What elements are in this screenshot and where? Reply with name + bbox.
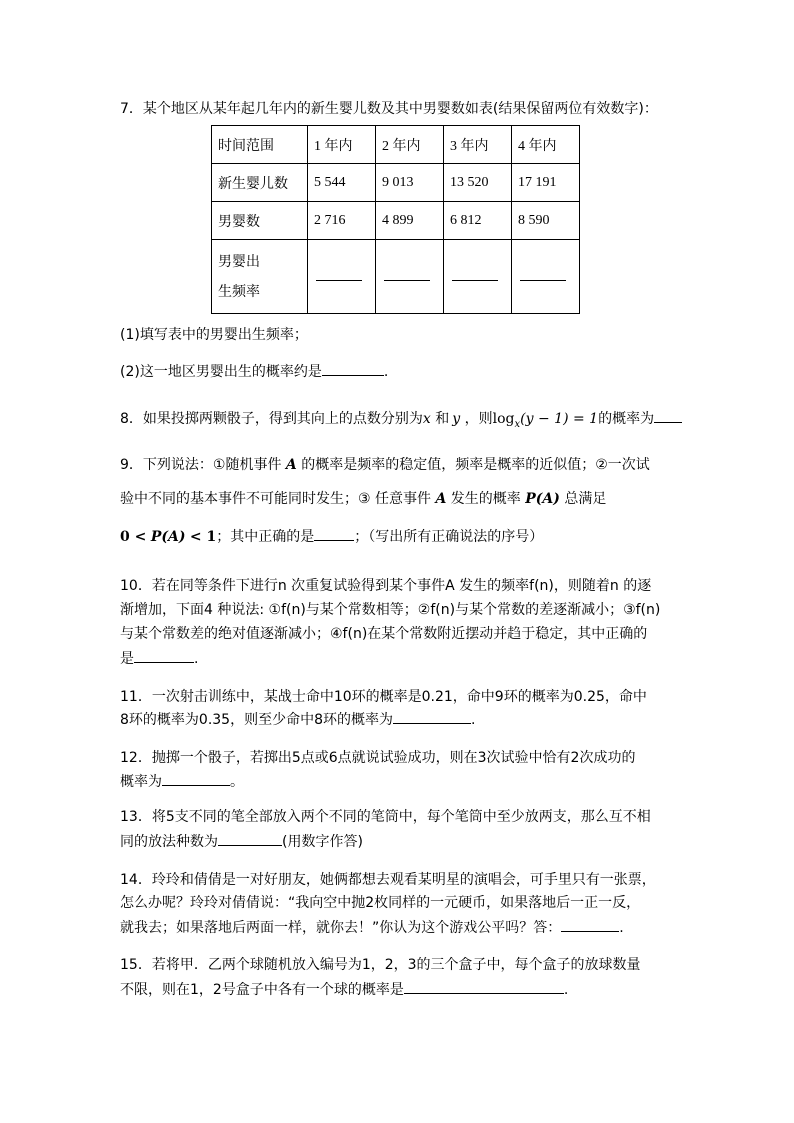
answer-blank[interactable]	[316, 280, 362, 281]
q15-line1	[120, 956, 641, 974]
table-header-cell: 时间范围	[212, 126, 308, 164]
q9-text: 9．下列说法：①随机事件	[120, 457, 282, 473]
table-header-cell: 3 年内	[444, 126, 512, 164]
table-cell: 8 590	[512, 202, 580, 240]
q14-line3	[120, 918, 624, 937]
answer-blank[interactable]	[452, 280, 498, 281]
q8-suffix: 的概率为	[598, 411, 655, 427]
q7-part2-text: (2)这一地区男婴出生的概率约是	[120, 364, 322, 380]
q8-mid: ，则	[464, 411, 493, 427]
q7-part1-text: (1)填写表中的男婴出生频率；	[120, 327, 308, 343]
prob-pa: P(A)	[525, 491, 560, 507]
q12-text: 。	[230, 774, 244, 790]
q10-text: 是	[120, 651, 134, 667]
table-row-label: 男婴数	[212, 202, 308, 240]
var-y: y	[452, 411, 461, 427]
log-base: x	[514, 418, 521, 430]
q14-text: 14．玲玲和倩倩是一对好朋友，她俩都想去观看某明星的演唱会，可手里只有一张票，	[120, 872, 656, 888]
table-header-row	[212, 126, 580, 164]
q8-text: 8．如果投掷两颗骰子，得到其向上的点数分别为	[120, 411, 423, 427]
answer-blank[interactable]	[654, 409, 682, 423]
answer-blank[interactable]	[218, 832, 282, 846]
table-cell: 13 520	[444, 164, 512, 202]
answer-blank[interactable]	[404, 980, 564, 994]
q9-text: 发生的概率	[450, 491, 521, 507]
var-x: x	[422, 411, 431, 427]
table-cell: 5 544	[308, 164, 376, 202]
q13-line2	[120, 832, 363, 851]
q12-line1	[120, 749, 635, 767]
answer-blank-cell[interactable]	[444, 240, 512, 314]
q9-ineq: < 1	[189, 529, 217, 545]
prob-pa: P(A)	[150, 529, 186, 545]
q14-text: 怎么办呢？玲玲对倩倩说：“我向空中抛2枚同样的一元硬币，如果落地后一正一反，	[120, 895, 641, 911]
q10-text: 与某个常数差的绝对值逐渐减小；④f(n)在某个常数附近摆动并趋于稳定，其中正确的	[120, 626, 648, 642]
q10-line3	[120, 625, 647, 643]
q9-text: ；其中正确的是	[216, 529, 315, 545]
q10-text: 渐增加，下面4 种说法: ①f(n)与某个常数相等；②f(n)与某个常数的差逐渐减小；③f(n)	[120, 602, 661, 618]
table-row	[212, 164, 580, 202]
q7-text: 7．某个地区从某年起几年内的新生婴儿数及其中男婴数如表(结果保留两位有效数字)：	[120, 101, 658, 117]
event-a: A	[285, 457, 297, 473]
q13-line1	[120, 808, 651, 826]
q15-text: .	[563, 982, 569, 998]
freq-label-line2: 生频率	[218, 283, 260, 300]
table-header-cell: 4 年内	[512, 126, 580, 164]
table-cell: 2 716	[308, 202, 376, 240]
q10-text: .	[194, 651, 199, 667]
answer-blank-cell[interactable]	[376, 240, 444, 314]
freq-label-line1: 男婴出	[218, 253, 260, 270]
q11-line2	[120, 710, 475, 729]
q12-text: 12．抛掷一个骰子，若掷出5点或6点就说试验成功，则在3次试验中恰有2次成功的	[120, 750, 636, 766]
q12-line2	[120, 772, 244, 791]
table-cell: 9 013	[376, 164, 444, 202]
q14-line1	[120, 871, 656, 889]
answer-blank[interactable]	[561, 918, 619, 932]
answer-blank-cell[interactable]	[512, 240, 580, 314]
q13-text: 同的放法种数为	[120, 834, 218, 850]
q10-line1	[120, 577, 651, 595]
q7-part2-suffix: .	[383, 364, 389, 380]
q13-text: (用数字作答)	[282, 834, 363, 850]
q9-line2	[120, 490, 606, 508]
answer-blank[interactable]	[134, 649, 194, 663]
table-cell: 6 812	[444, 202, 512, 240]
table-cell: 4 899	[376, 202, 444, 240]
q9-ineq: 0 <	[120, 529, 147, 545]
table-header-cell: 2 年内	[376, 126, 444, 164]
q9-line3	[120, 527, 543, 546]
q8-stem	[120, 409, 682, 434]
q9-line1	[120, 456, 650, 474]
q12-text: 概率为	[120, 774, 162, 790]
table-row-label: 新生婴儿数	[212, 164, 308, 202]
q11-text: .	[471, 712, 476, 728]
table-row	[212, 240, 580, 314]
q15-text: 15．若将甲．乙两个球随机放入编号为1，2，3的三个盒子中，每个盒子的放球数量	[120, 957, 641, 973]
q7-part1	[120, 326, 308, 344]
q7-stem	[120, 100, 658, 118]
q15-line2	[120, 980, 568, 999]
q7-frequency-table	[211, 125, 580, 314]
q14-line2	[120, 894, 640, 912]
answer-blank[interactable]	[162, 772, 230, 786]
q9-text: 的概率是频率的稳定值，频率是概率的近似值；②一次试	[301, 457, 650, 473]
event-a: A	[435, 491, 447, 507]
answer-blank[interactable]	[314, 527, 354, 541]
q10-line4	[120, 649, 198, 668]
q13-text: 13．将5支不同的笔全部放入两个不同的笔筒中，每个笔筒中至少放两支，那么互不相	[120, 809, 651, 825]
q15-text: 不限，则在1，2号盒子中各有一个球的概率是	[120, 982, 404, 998]
answer-blank[interactable]	[520, 280, 566, 281]
q11-text: 11．一次射击训练中，某战士命中10环的概率是0.21，命中9环的概率为0.25，命中	[120, 689, 647, 705]
log-fn: log	[492, 411, 515, 427]
q8-and: 和	[435, 411, 450, 427]
q10-line2	[120, 601, 660, 619]
q9-text: 总满足	[564, 491, 607, 507]
q14-text: 就我去；如果落地后两面一样，就你去！”你认为这个游戏公平吗？答：	[120, 920, 562, 936]
table-header-cell: 1 年内	[308, 126, 376, 164]
q10-text: 10．若在同等条件下进行n 次重复试验得到某个事件A 发生的频率f(n)，则随着n 的逐	[120, 578, 652, 594]
answer-blank-cell[interactable]	[308, 240, 376, 314]
q11-line1	[120, 688, 647, 706]
q11-text: 8环的概率为0.35，则至少命中8环的概率为	[120, 712, 393, 728]
answer-blank[interactable]	[393, 710, 471, 724]
q14-text: .	[619, 920, 624, 936]
log-formula	[492, 411, 599, 430]
table-cell: 17 191	[512, 164, 580, 202]
q7-part2	[120, 362, 388, 381]
log-arg: (y − 1) = 1	[520, 411, 599, 427]
answer-blank[interactable]	[384, 280, 430, 281]
table-row-label	[212, 240, 308, 314]
answer-blank[interactable]	[322, 362, 384, 376]
table-row	[212, 202, 580, 240]
q9-text: 验中不同的基本事件不可能同时发生；③ 任意事件	[120, 491, 431, 507]
q9-text: ；（写出所有正确说法的序号）	[354, 529, 544, 545]
